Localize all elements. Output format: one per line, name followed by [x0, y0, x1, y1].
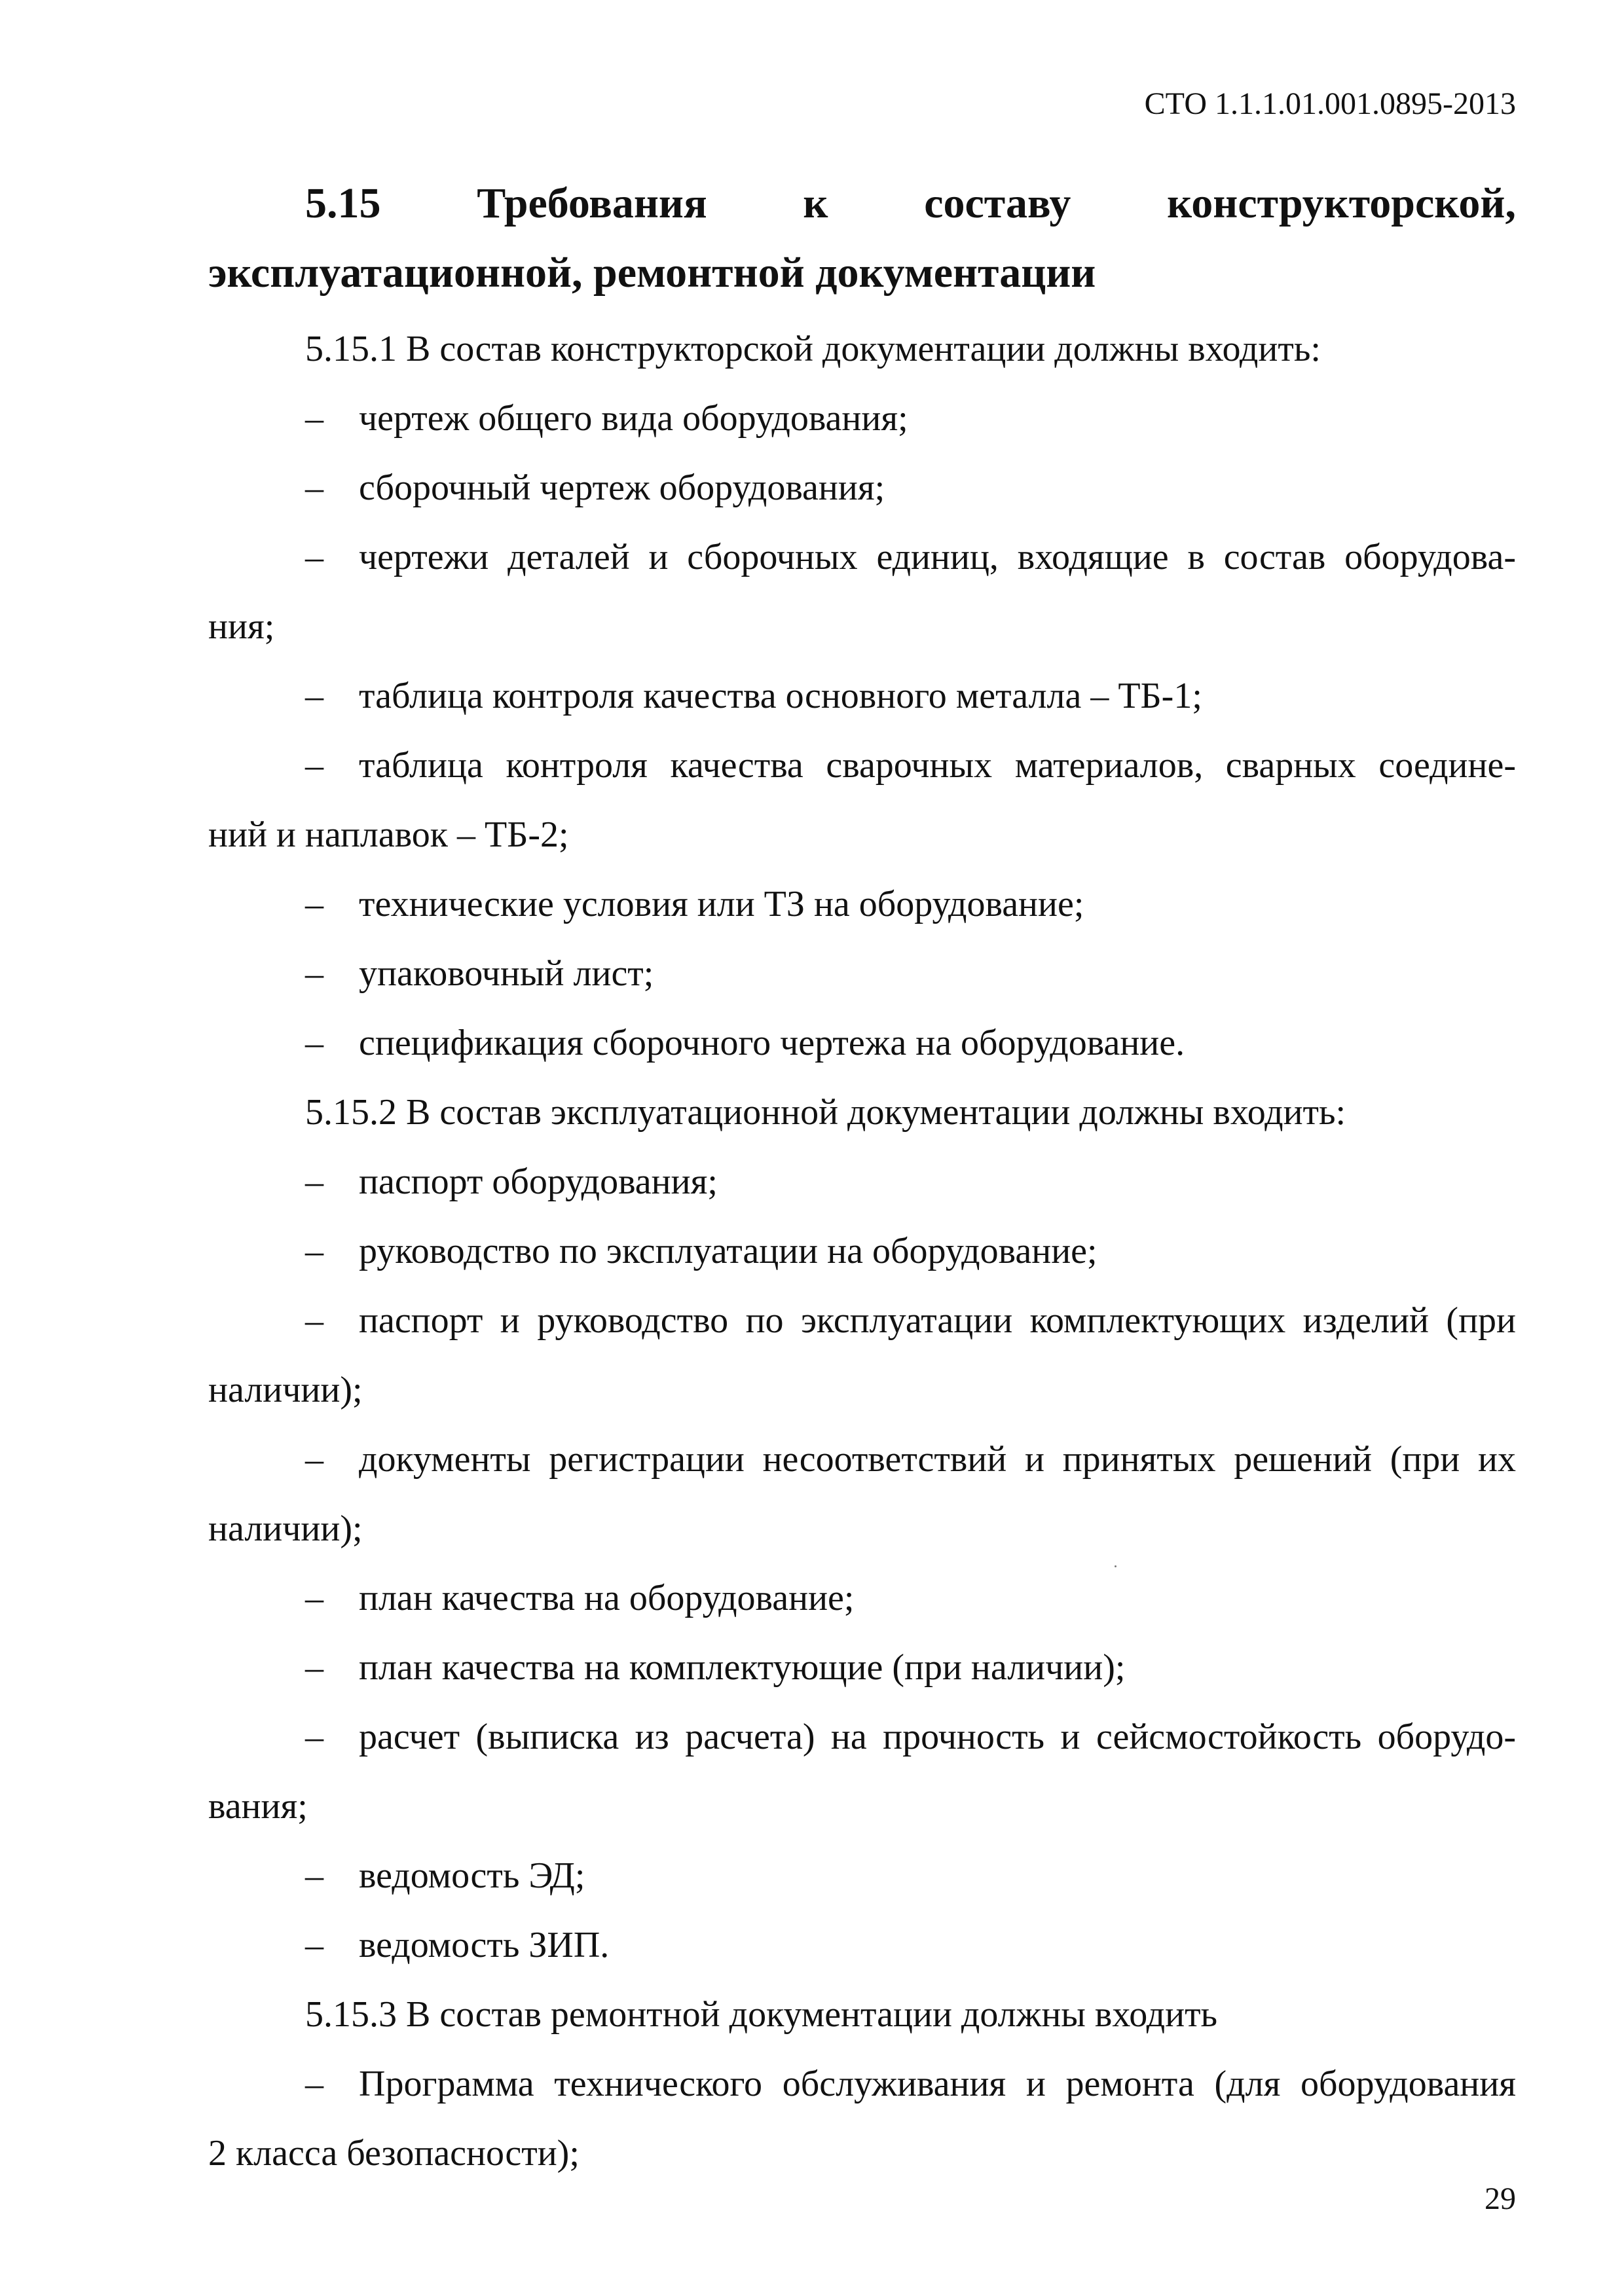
section-title-word: к: [803, 179, 828, 227]
list-item-text: паспорт оборудования;: [359, 1161, 718, 1202]
clause-5-15-1-intro: 5.15.1 В состав конструкторской документации должны входить:: [305, 329, 1321, 369]
dash-marker: –: [305, 467, 323, 508]
list-item-text: план качества на комплектующие (при наличии);: [359, 1647, 1126, 1688]
list-item: [208, 384, 1516, 453]
page-number: 29: [1485, 2181, 1516, 2216]
scan-speck: [1115, 1565, 1116, 1567]
clause-5-15-3-intro: 5.15.3 В состав ремонтной документации должны входить: [305, 1994, 1218, 2035]
dash-marker: –: [305, 953, 323, 994]
list-item-text: паспорт и руководство по эксплуатации комплектующих изделий (при: [359, 1300, 1516, 1341]
dash-marker: –: [305, 1231, 323, 1271]
list-item-text: руководство по эксплуатации на оборудование;: [359, 1231, 1098, 1271]
dash-marker: –: [305, 537, 323, 577]
list-item: [208, 939, 1516, 1008]
dash-marker: –: [305, 1300, 323, 1341]
list-item: [208, 1008, 1516, 1078]
list-item: [208, 661, 1516, 731]
list-item-text: таблица контроля качества сварочных материалов, сварных соедине-: [359, 745, 1516, 786]
list-item: [208, 1633, 1516, 1702]
list-item: [208, 453, 1516, 522]
dash-marker: –: [305, 884, 323, 924]
list-item: [208, 1147, 1516, 1216]
list-item: [208, 1910, 1516, 1980]
document-body: [208, 314, 1516, 2188]
list-item-text: чертеж общего вида оборудования;: [359, 398, 908, 439]
section-title-word: конструкторской,: [1167, 179, 1516, 227]
list-item: [208, 1286, 1516, 1355]
list-item: [208, 731, 1516, 800]
list-item: [208, 869, 1516, 939]
dash-marker: –: [305, 1717, 323, 1757]
dash-marker: –: [305, 745, 323, 786]
section-title-word: Требования: [477, 179, 707, 227]
section-number: 5.15: [305, 179, 381, 227]
dash-marker: –: [305, 1439, 323, 1480]
list-item-text: технические условия или ТЗ на оборудование;: [359, 884, 1084, 924]
list-item-text: спецификация сборочного чертежа на оборудование.: [359, 1023, 1185, 1063]
list-item-continuation: ний и наплавок – ТБ-2;: [208, 814, 569, 855]
list-item-continuation: наличии);: [208, 1370, 363, 1410]
dash-marker: –: [305, 1925, 323, 1965]
list-item: [208, 522, 1516, 592]
list-item-text: документы регистрации несоответствий и принятых решений (при их: [359, 1439, 1516, 1480]
list-item: [208, 1216, 1516, 1286]
dash-marker: –: [305, 1023, 323, 1063]
section-heading-line-2: эксплуатационной, ремонтной документации: [208, 249, 1096, 297]
list-item-continuation: наличии);: [208, 1508, 363, 1549]
clause-5-15-2-intro: 5.15.2 В состав эксплуатационной документации должны входить:: [305, 1092, 1346, 1133]
list-item: [208, 1702, 1516, 1772]
list-item-text: сборочный чертеж оборудования;: [359, 467, 885, 508]
list-item-text: чертежи деталей и сборочных единиц, входящие в состав оборудова-: [359, 537, 1516, 577]
list-item-continuation: вания;: [208, 1786, 308, 1827]
section-heading-line-1: [208, 169, 1516, 238]
list-item: [208, 1563, 1516, 1633]
list-item: [208, 1841, 1516, 1910]
list-item-text: ведомость ЗИП.: [359, 1925, 610, 1965]
dash-marker: –: [305, 398, 323, 439]
list-item-continuation: ния;: [208, 606, 275, 647]
dash-marker: –: [305, 1578, 323, 1618]
list-item-text: упаковочный лист;: [359, 953, 654, 994]
list-item-text: план качества на оборудование;: [359, 1578, 855, 1618]
list-item: [208, 1425, 1516, 1494]
dash-marker: –: [305, 2064, 323, 2104]
dash-marker: –: [305, 1161, 323, 1202]
dash-marker: –: [305, 1855, 323, 1896]
section-title-word: составу: [924, 179, 1071, 227]
document-code: СТО 1.1.1.01.001.0895-2013: [1144, 86, 1516, 121]
list-item-text: таблица контроля качества основного металла – ТБ-1;: [359, 676, 1202, 716]
list-item-text: ведомость ЭД;: [359, 1855, 585, 1896]
dash-marker: –: [305, 676, 323, 716]
list-item: [208, 2049, 1516, 2119]
list-item-text: расчет (выписка из расчета) на прочность и сейсмостойкость оборудо-: [359, 1717, 1516, 1757]
list-item-text: Программа технического обслуживания и ремонта (для оборудования: [359, 2064, 1516, 2104]
list-item-continuation: 2 класса безопасности);: [208, 2133, 580, 2174]
section-heading: [208, 169, 1516, 308]
dash-marker: –: [305, 1647, 323, 1688]
